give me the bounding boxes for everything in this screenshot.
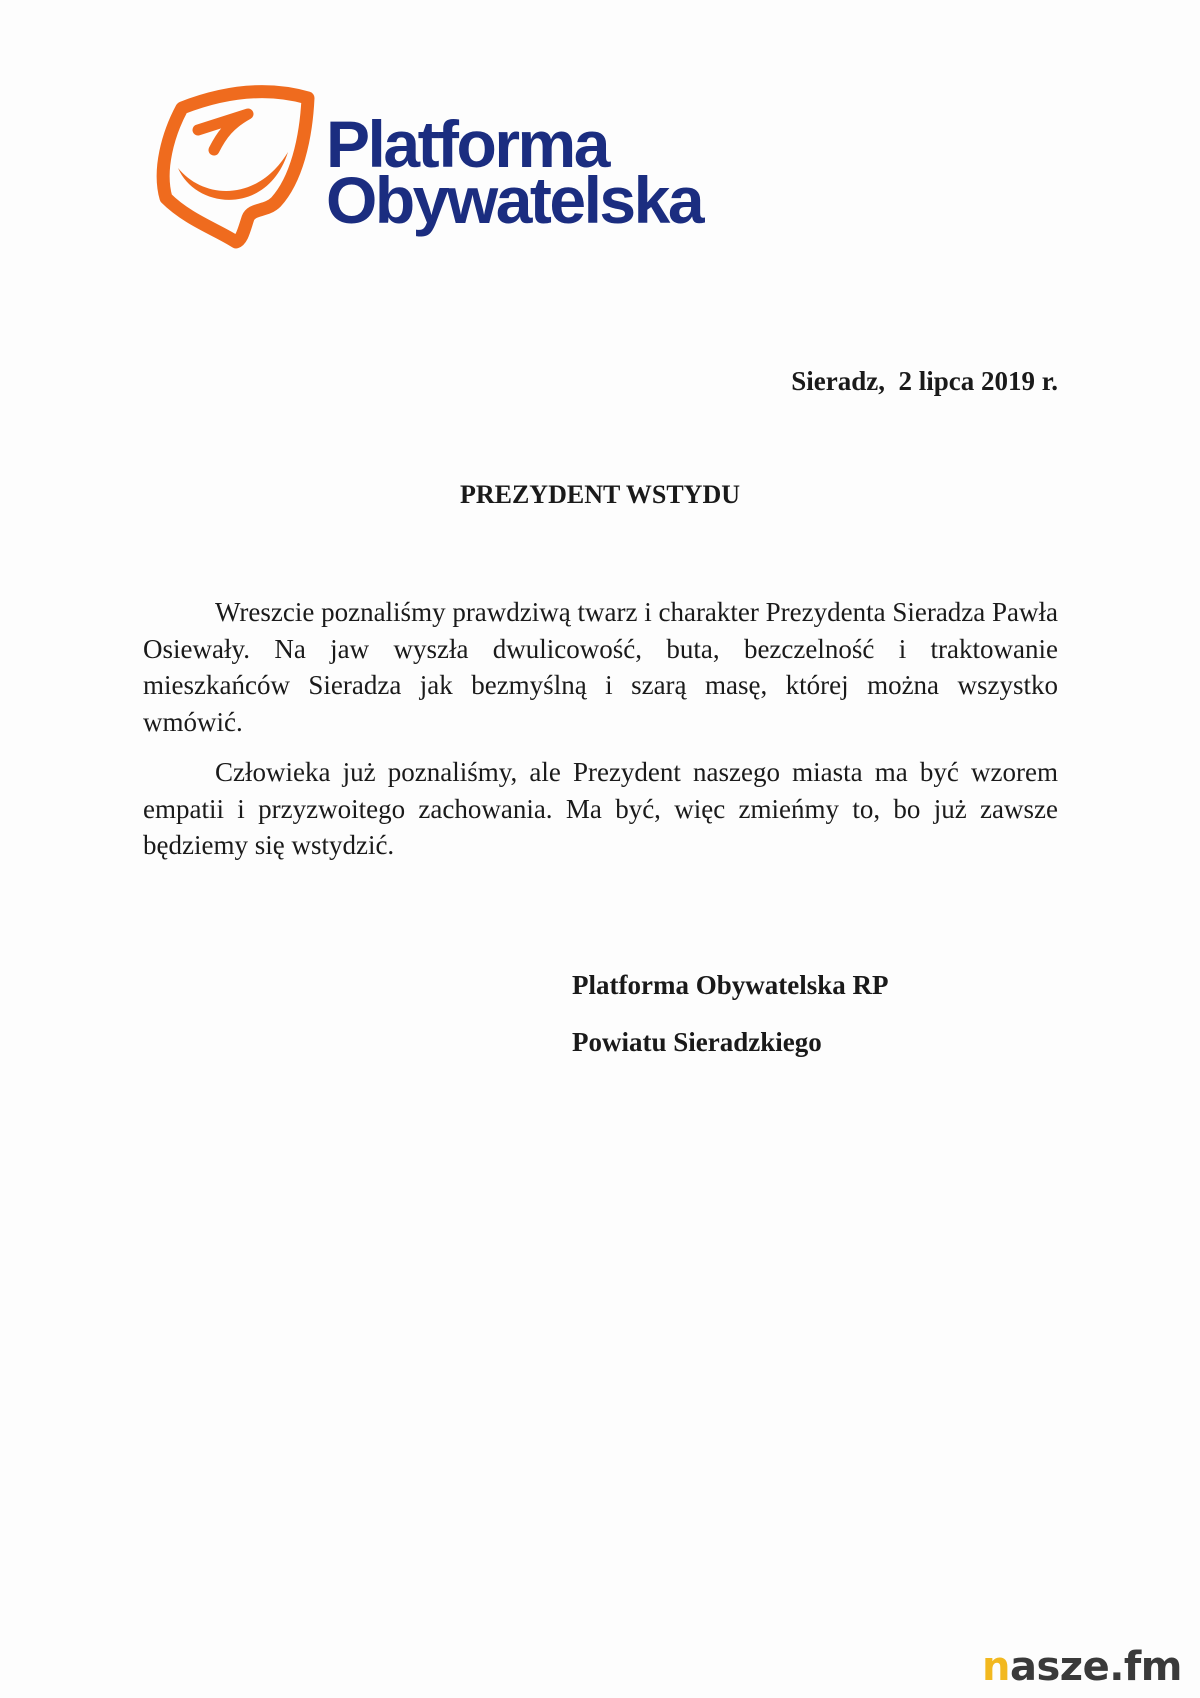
- watermark-rest: asze.fm: [1010, 1644, 1182, 1690]
- letter-body: [143, 594, 1058, 878]
- site-watermark: [982, 1642, 1182, 1692]
- logo-line-2: Obywatelska: [326, 163, 703, 237]
- heart-shield-logo-icon: [148, 80, 318, 250]
- body-paragraph: Wreszcie poznaliśmy prawdziwą twarz i charakter Prezydenta Sieradza Pawła Osiewały. Na jaw wyszła dwulicowość, buta, bezczelność i traktowanie mieszkańców Sieradza jak bezmyślną i szarą masę, której można wszystko wmówić.: [143, 597, 1059, 737]
- letter-date: Sieradz, 2 lipca 2019 r.: [791, 366, 1058, 396]
- watermark-first-letter: n: [982, 1644, 1010, 1690]
- signature-block: [572, 970, 888, 1084]
- letter-title: PREZYDENT WSTYDU: [459, 480, 741, 509]
- body-paragraph: Człowieka już poznaliśmy, ale Prezydent naszego miasta ma być wzorem empatii i przyzwoitego zachowania. Ma być, więc zmieńmy to, bo już zawsze będziemy się wstydzić.: [143, 757, 1058, 860]
- signature-line-2: Powiatu Sieradzkiego: [572, 1027, 822, 1057]
- logo-line-1: Platforma: [326, 107, 608, 181]
- logo-wordmark: [326, 107, 703, 237]
- party-logo: [148, 80, 748, 250]
- signature-line-1: Platforma Obywatelska RP: [572, 970, 889, 1000]
